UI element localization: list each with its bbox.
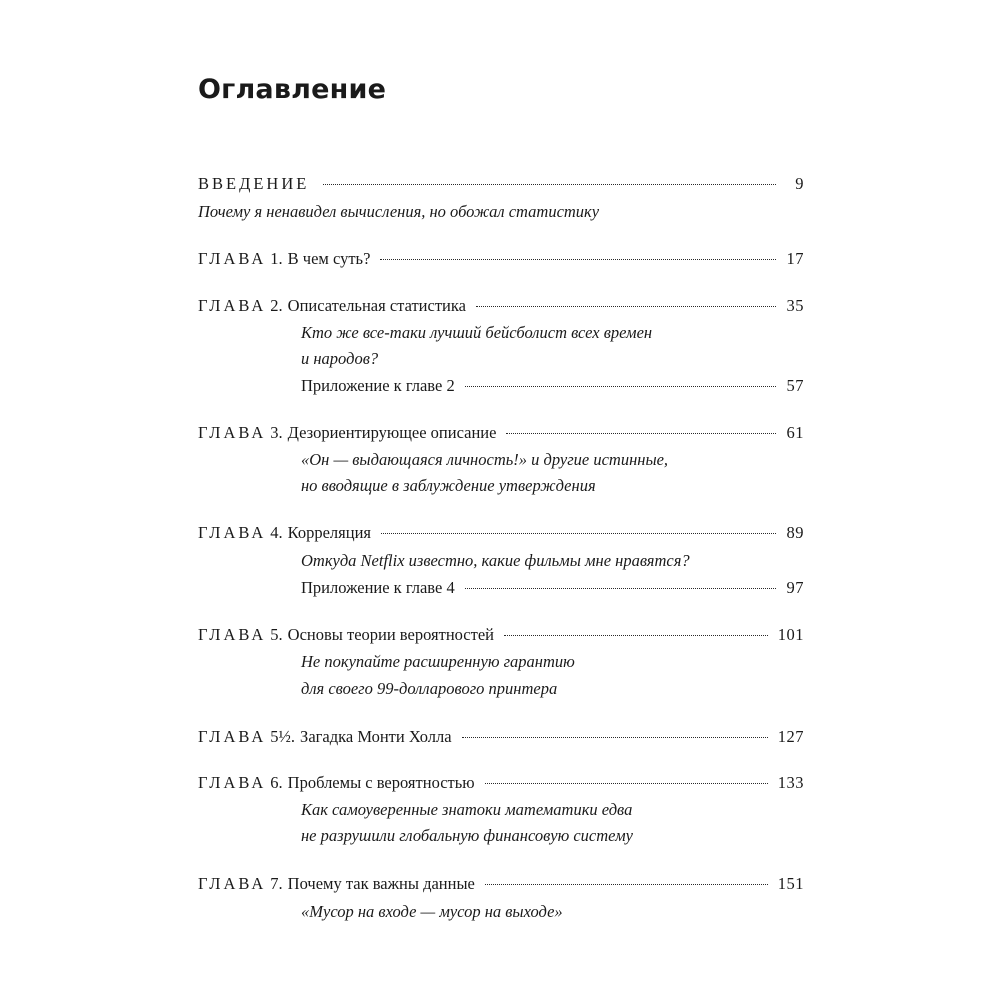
chapter-label: ГЛАВА (198, 423, 267, 442)
separator: . (278, 625, 283, 644)
toc-entry-chapter-5[interactable] (198, 623, 804, 647)
toc-entry-chapter-4[interactable] (198, 521, 804, 545)
toc-entry-chapter-2[interactable] (198, 294, 804, 318)
dot-leader (465, 588, 776, 589)
toc-entry-chapter-3[interactable] (198, 421, 804, 445)
separator: . (278, 423, 283, 442)
chapter-number: 5½ (270, 727, 291, 746)
chapter-title: Дезориентирующее описание (287, 423, 497, 442)
intro-label: ВВЕДЕНИЕ (198, 174, 310, 193)
subtitle-text: «Он — выдающаяся личность!» и другие истинные, (301, 450, 669, 469)
toc-entry-introduction[interactable] (198, 172, 804, 196)
toc-entry-appendix-chapter-2[interactable] (301, 374, 804, 398)
toc-entry-appendix-chapter-4[interactable] (301, 576, 804, 600)
subtitle-text: Как самоуверенные знатоки математики едва (301, 800, 633, 819)
subtitle-text: Почему я ненавидел вычисления, но обожал статистику (198, 202, 600, 221)
page-number: 151 (777, 874, 804, 893)
chapter-title: Корреляция (287, 523, 372, 542)
separator: . (278, 249, 283, 268)
chapter-2-subtitle-line-2 (301, 347, 378, 371)
dot-leader (485, 783, 768, 784)
subtitle-text: но вводящие в заблуждение утверждения (301, 476, 596, 495)
chapter-6-subtitle-line-2 (301, 824, 633, 848)
chapter-label: ГЛАВА (198, 874, 267, 893)
chapter-number: 5 (270, 625, 279, 644)
chapter-label: ГЛАВА (198, 727, 267, 746)
appendix-title: Приложение к главе 4 (301, 578, 455, 597)
page-number: 127 (777, 727, 804, 746)
dot-leader (506, 433, 776, 434)
chapter-6-subtitle-line-1 (301, 798, 632, 822)
chapter-4-subtitle-line-1 (301, 549, 690, 573)
page-title: Оглавление (198, 74, 387, 105)
page-number: 57 (786, 376, 804, 395)
page-number: 17 (786, 249, 804, 268)
dot-leader (485, 884, 768, 885)
chapter-label: ГЛАВА (198, 249, 267, 268)
appendix-title: Приложение к главе 2 (301, 376, 455, 395)
subtitle-text: для своего 99-долларового принтера (301, 679, 558, 698)
dot-leader (380, 259, 776, 260)
chapter-5-subtitle-line-1 (301, 650, 575, 674)
chapter-number: 1 (270, 249, 279, 268)
dot-leader (323, 184, 776, 185)
separator: . (290, 727, 296, 746)
chapter-label: ГЛАВА (198, 625, 267, 644)
chapter-label: ГЛАВА (198, 523, 267, 542)
subtitle-text: не разрушили глобальную финансовую систему (301, 826, 633, 845)
chapter-title: Загадка Монти Холла (300, 727, 452, 746)
chapter-3-subtitle-line-1 (301, 448, 668, 472)
chapter-7-subtitle-line-1 (301, 900, 563, 924)
subtitle-text: Откуда Netflix известно, какие фильмы мне нравятся? (301, 551, 690, 570)
page-number: 9 (795, 174, 804, 193)
chapter-5-subtitle-line-2 (301, 677, 557, 701)
chapter-number: 7 (270, 874, 279, 893)
page-number: 101 (777, 625, 804, 644)
toc-entry-chapter-6[interactable] (198, 771, 804, 795)
chapter-title: Описательная статистика (287, 296, 466, 315)
separator: . (278, 523, 283, 542)
toc-entry-chapter-7[interactable] (198, 872, 804, 896)
dot-leader (476, 306, 776, 307)
chapter-number: 3 (270, 423, 279, 442)
page-number: 35 (786, 296, 804, 315)
separator: . (278, 874, 283, 893)
toc-entry-chapter-5-half[interactable] (198, 725, 804, 749)
chapter-title: Почему так важны данные (287, 874, 475, 893)
dot-leader (465, 386, 776, 387)
chapter-2-subtitle-line-1 (301, 321, 652, 345)
dot-leader (381, 533, 776, 534)
toc-entry-chapter-1[interactable] (198, 247, 804, 271)
separator: . (278, 296, 283, 315)
subtitle-text: Не покупайте расширенную гарантию (301, 652, 575, 671)
chapter-number: 2 (270, 296, 279, 315)
dot-leader (462, 737, 768, 738)
subtitle-text: «Мусор на входе — мусор на выходе» (301, 902, 563, 921)
chapter-number: 6 (270, 773, 279, 792)
page-number: 61 (786, 423, 804, 442)
dot-leader (504, 635, 768, 636)
chapter-label: ГЛАВА (198, 773, 267, 792)
subtitle-text: Кто же все-таки лучший бейсболист всех времен (301, 323, 653, 342)
chapter-number: 4 (270, 523, 279, 542)
subtitle-text: и народов? (301, 349, 379, 368)
page-number: 97 (786, 578, 804, 597)
chapter-label: ГЛАВА (198, 296, 267, 315)
separator: . (278, 773, 283, 792)
chapter-title: В чем суть? (287, 249, 371, 268)
intro-subtitle (198, 200, 599, 224)
chapter-3-subtitle-line-2 (301, 474, 596, 498)
page-number: 133 (777, 773, 804, 792)
chapter-title: Основы теории вероятностей (287, 625, 494, 644)
page-number: 89 (786, 523, 804, 542)
chapter-title: Проблемы с вероятностью (287, 773, 475, 792)
